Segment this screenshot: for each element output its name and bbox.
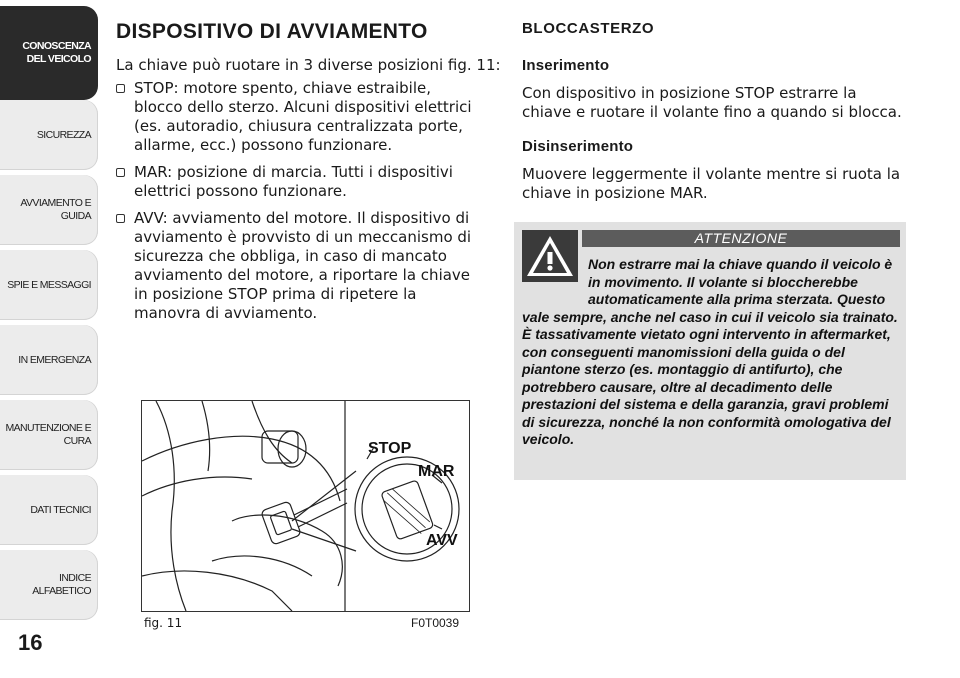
- insert-text: Con dispositivo in posizione STOP estrarre la chiave e ruotare il volante fino a quando si blocca.: [522, 84, 902, 121]
- tab-manutenzione-e-cura[interactable]: [0, 400, 98, 470]
- tab-dati-tecnici[interactable]: [0, 475, 98, 545]
- key-positions-list: [116, 79, 484, 331]
- tab-label: SPIE E MESSAGGI: [7, 278, 91, 291]
- tab-label: CONOSCENZA DEL VEICOLO: [22, 40, 91, 65]
- warning-text: [522, 256, 900, 449]
- avv-label: AVV: [426, 532, 458, 549]
- tab-spie-e-messaggi[interactable]: [0, 250, 98, 320]
- section-title-bloccasterzo: BLOCCASTERZO: [522, 20, 655, 37]
- ignition-figure: [141, 400, 470, 612]
- release-heading: Disinserimento: [522, 138, 634, 155]
- list-item-text: MAR: posizione di marcia. Tutti i dispositivi elettrici possono funzionare.: [134, 163, 453, 200]
- tab-in-emergenza[interactable]: [0, 325, 98, 395]
- ignition-drawing: [142, 401, 469, 611]
- intro-text: La chiave può ruotare in 3 diverse posizioni fig. 11:: [116, 56, 501, 74]
- list-item-text: AVV: avviamento del motore. Il dispositivo di avviamento è provvisto di un meccanismo di sicurezza che obbliga, in caso di mancato avviamento del motore, a riportare la chiave in posizione STOP prima di ripetere la manovra di avviamento.: [134, 209, 472, 322]
- checkbox-bullet-icon: [116, 84, 125, 93]
- section-title: DISPOSITIVO DI AVVIAMENTO: [116, 20, 428, 43]
- warning-title: ATTENZIONE: [582, 230, 900, 247]
- tab-indice-alfabetico[interactable]: [0, 550, 98, 620]
- stop-label: STOP: [368, 440, 412, 457]
- list-item-text: STOP: motore spento, chiave estraibile, blocco dello sterzo. Alcuni dispositivi elettrici (es. autoradio, chiusura centralizzata porte, allarme, ecc.) possono funzionare.: [134, 79, 472, 154]
- figure-caption: fig. 11: [144, 616, 183, 630]
- tab-label: SICUREZZA: [36, 128, 91, 141]
- tab-label: INDICE ALFABETICO: [32, 572, 91, 597]
- figure-code: F0T0039: [411, 616, 460, 630]
- checkbox-bullet-icon: [116, 214, 125, 223]
- page-number: 16: [18, 630, 43, 655]
- tab-label: MANUTENZIONE E CURA: [5, 422, 91, 447]
- warning-box: [514, 222, 906, 480]
- tab-label: AVVIAMENTO E GUIDA: [20, 197, 91, 222]
- tab-label: DATI TECNICI: [30, 503, 91, 516]
- list-item: [116, 163, 484, 201]
- mar-label: MAR: [418, 463, 455, 480]
- tab-conoscenza-del-veicolo[interactable]: [0, 6, 98, 100]
- insert-heading: Inserimento: [522, 57, 610, 74]
- release-text: Muovere leggermente il volante mentre si ruota la chiave in posizione MAR.: [522, 165, 901, 202]
- tab-sicurezza[interactable]: [0, 100, 98, 170]
- checkbox-bullet-icon: [116, 168, 125, 177]
- tab-label: IN EMERGENZA: [18, 353, 91, 366]
- list-item: [116, 209, 484, 323]
- tab-avviamento-e-guida[interactable]: [0, 175, 98, 245]
- warning-body: Non estrarre mai la chiave quando il veicolo è in movimento. Il volante si bloccherebbe automaticamente alla prima sterzata. Questo vale sempre, anche nel caso in cui il veicolo sia trainato. È tassativamente vietato ogni intervento in aftermarket, con conseguenti manomissioni della guida o del piantone sterzo (es. montaggio di antifurto), che potrebbero causare, oltre al decadimento delle prestazioni del sistema e della garanzia, gravi problemi di sicurezza, nonché la non conformità omologativa del veicolo.: [522, 256, 898, 447]
- list-item: [116, 79, 484, 155]
